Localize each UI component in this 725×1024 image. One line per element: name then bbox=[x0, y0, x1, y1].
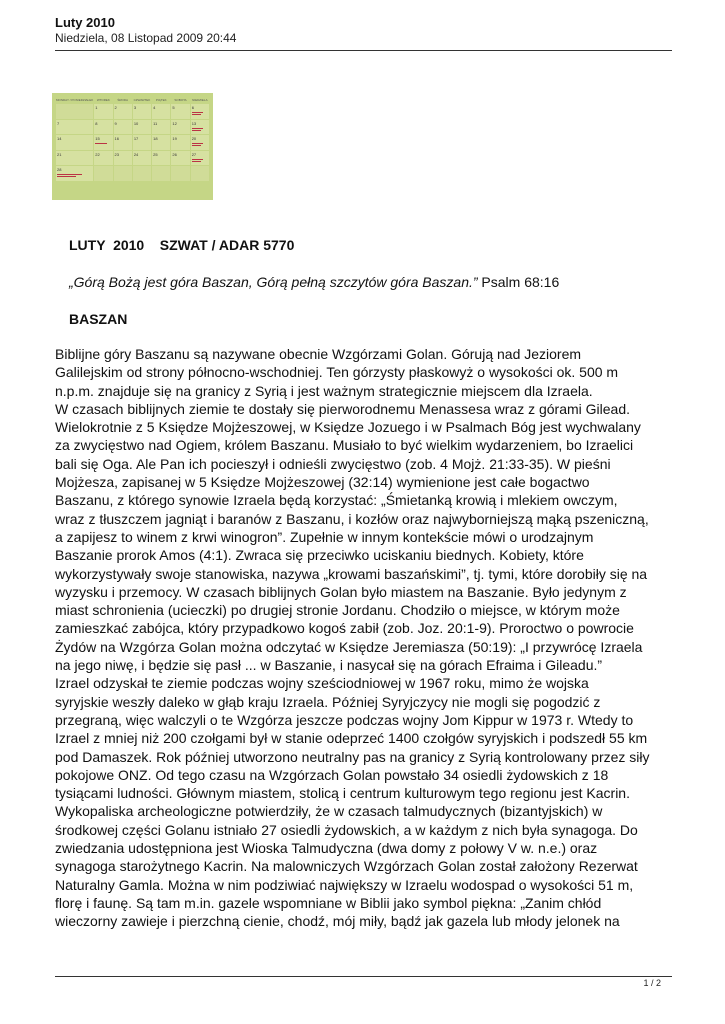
document-title: Luty 2010 bbox=[55, 15, 115, 30]
calendar-day-number: 24 bbox=[133, 151, 139, 157]
calendar-day-cell bbox=[56, 151, 93, 166]
body-line: Naturalny Gamla. Można w nim podziwiać największy w Izraelu wodospad o wysokości 51 m, bbox=[55, 876, 634, 893]
body-line: a zapijesz to winem z krwi winogron”. Zupełnie w innym kontekście mówi o urodzajnym bbox=[55, 528, 594, 545]
body-line: wraz z tłuszczem jagniąt i baranów z Baszanu, i kozłów oraz najwyborniejszą mąką pszeniczną, bbox=[55, 510, 649, 527]
calendar-day-number: 27 bbox=[191, 151, 197, 157]
quote-line bbox=[69, 274, 559, 290]
calendar-day-cell bbox=[133, 166, 151, 181]
body-line: Galilejskim od strony północno-wschodniej. Ten górzysty płaskowyż o wysokości ok. 500 m bbox=[55, 364, 619, 381]
calendar-day-cell bbox=[152, 120, 170, 135]
body-line: Baszanu, z którego synowie Izraela będą korzystać: „Śmietanką krowią i mlekiem owczym, bbox=[55, 492, 618, 509]
calendar-note-mark bbox=[192, 128, 203, 129]
body-line: synagoga starożytnego Kacrin. Na malowniczych Wzgórzach Golan został założony Rezerwat bbox=[55, 858, 638, 875]
calendar-day-number: 9 bbox=[114, 120, 117, 126]
calendar-day-cell bbox=[133, 120, 151, 135]
calendar-note-mark bbox=[192, 161, 201, 162]
calendar-day-number: 23 bbox=[114, 151, 119, 157]
calendar-day-number: 4 bbox=[153, 105, 156, 110]
calendar-weekday-label: PIĄTEK bbox=[155, 98, 167, 102]
calendar-note-mark bbox=[95, 143, 106, 144]
calendar-day-cell bbox=[133, 135, 151, 150]
document-meta: Niedziela, 08 Listopad 2009 20:44 bbox=[55, 31, 237, 45]
bottom-divider bbox=[55, 976, 672, 977]
calendar-day-number: 2 bbox=[114, 105, 117, 110]
calendar-day-number: 8 bbox=[95, 120, 98, 126]
calendar-grid bbox=[56, 97, 209, 196]
calendar-day-cell bbox=[171, 104, 189, 119]
calendar-day-number: 1 bbox=[95, 105, 98, 110]
body-line: Baszanie prorok Amos (4:1). Zwraca się przeciwko uciskaniu biednych. Kobiety, które bbox=[55, 547, 584, 564]
calendar-day-number: 6 bbox=[191, 105, 194, 110]
body-line: Wykopaliska archeologiczne potwierdziły, że w czasach talmudycznych (bizantyjskich) w bbox=[55, 803, 603, 820]
calendar-day-number: 25 bbox=[153, 151, 158, 157]
calendar-day-cell bbox=[114, 120, 132, 135]
calendar-day-number: 10 bbox=[133, 120, 139, 126]
calendar-day-cell bbox=[152, 166, 170, 181]
body-line: Mojżesza, zapisanej w 5 Księdze Mojżeszowej (32:14) wymienione jest całe bogactwo bbox=[55, 474, 590, 491]
quote-reference: Psalm 68:16 bbox=[481, 274, 560, 290]
body-line: n.p.m. znajduje się na granicy z Syrią i jest ważnym strategicznie miejscem dla Izraela. bbox=[55, 382, 593, 399]
page-number: 1 / 2 bbox=[643, 978, 661, 988]
body-line: Żydów na Wzgórza Golan można odczytać w Księdze Jeremiasza (50:19): „I przywrócę Izraela bbox=[55, 638, 643, 655]
article-heading: LUTY 2010 SZWAT / ADAR 5770 bbox=[69, 237, 295, 253]
calendar-day-cell bbox=[191, 151, 209, 166]
body-line: wykorzystywały swoje stanowiska, nazywa „krowami baszańskimi”, tj. tymi, które dorobiły się na bbox=[55, 565, 648, 582]
calendar-day-cell bbox=[152, 151, 170, 166]
calendar-day-cell bbox=[133, 104, 151, 119]
calendar-day-number: 7 bbox=[57, 120, 60, 126]
calendar-day-number: 26 bbox=[172, 151, 177, 157]
calendar-day-cell bbox=[56, 120, 93, 135]
calendar-day-number: 16 bbox=[114, 136, 119, 141]
calendar-note-mark bbox=[192, 143, 203, 144]
calendar-note-mark bbox=[57, 176, 76, 177]
calendar-weekday-label: NIEDZIELA bbox=[192, 98, 208, 102]
body-line: Biblijne góry Baszanu są nazywane obecnie Wzgórzami Golan. Górują nad Jeziorem bbox=[55, 346, 582, 362]
calendar-day-cell bbox=[171, 135, 189, 150]
calendar-day-number: 12 bbox=[172, 120, 177, 126]
calendar-day-cell bbox=[56, 104, 93, 119]
calendar-weekday-label: ŚRODA bbox=[117, 98, 128, 102]
calendar-day-number: 28 bbox=[57, 167, 62, 172]
calendar-note-mark bbox=[192, 130, 201, 131]
calendar-day-cell bbox=[94, 166, 112, 181]
calendar-day-number: 17 bbox=[133, 136, 139, 141]
body-line: Izrael odzyskał te ziemie podczas wojny sześciodniowej w 1967 roku, mimo że wojska bbox=[55, 675, 589, 692]
calendar-note-mark bbox=[192, 112, 203, 113]
calendar-day-cell bbox=[94, 135, 112, 150]
calendar-day-cell bbox=[114, 166, 132, 181]
calendar-note-mark bbox=[57, 174, 82, 175]
calendar-day-cell bbox=[94, 104, 112, 119]
calendar-day-cell bbox=[56, 166, 93, 181]
body-line: florę i faunę. Są tam m.in. gazele wspomniane w Biblii jako symbol piękna: „Zanim chłód bbox=[55, 894, 602, 911]
calendar-day-cell bbox=[191, 120, 209, 135]
body-line: zwiedzania udostępniona jest Wioska Talmudyczna (dwa domy z połowy V w. n.e.) oraz bbox=[55, 840, 598, 857]
body-line: W czasach biblijnych ziemie te dostały się pierworodnemu Menassesa wraz z górami Gilead. bbox=[55, 400, 631, 417]
calendar-day-number: 21 bbox=[57, 151, 62, 157]
calendar-day-cell bbox=[171, 120, 189, 135]
calendar-day-cell bbox=[133, 151, 151, 166]
body-line: bali się Oga. Ale Pan ich pocieszył i odnieśli zwycięstwo (zob. 4 Mojż. 21:33-35). W pieśni bbox=[55, 455, 611, 472]
article-body bbox=[55, 345, 675, 931]
calendar-day-cell bbox=[171, 151, 189, 166]
calendar-day-cell bbox=[94, 151, 112, 166]
calendar-image bbox=[52, 93, 213, 200]
calendar-day-cell bbox=[114, 151, 132, 166]
calendar-day-cell bbox=[94, 120, 112, 135]
body-line: środkowej części Golanu istniało 27 osiedli żydowskich, a w każdym z nich była synagoga. Do bbox=[55, 821, 638, 838]
top-divider bbox=[55, 50, 672, 51]
body-line: zamieszkać zabójca, który przypadkowo kogoś zabił (zob. Joz. 20:1-9). Proroctwo o powrocie bbox=[55, 620, 634, 637]
calendar-day-cell bbox=[152, 104, 170, 119]
calendar-day-number: 13 bbox=[191, 120, 197, 126]
calendar-day-number: 14 bbox=[57, 136, 62, 141]
calendar-day-cell bbox=[152, 135, 170, 150]
body-line: miast schronienia (ucieczki) po drugiej stronie Jordanu. Chodziło o miejsce, w którym może bbox=[55, 602, 620, 619]
calendar-day-number: 5 bbox=[172, 105, 175, 110]
body-line: pokojowe ONZ. Od tego czasu na Wzgórzach Golan powstało 34 osiedli żydowskich z 18 bbox=[55, 766, 609, 783]
calendar-day-cell bbox=[114, 104, 132, 119]
calendar-weekday-label: MONDAY / PONIEDZIAŁEK bbox=[56, 98, 94, 102]
calendar-weekday-label: SOBOTA bbox=[174, 98, 187, 102]
body-line: wieczorny zawieje i pierzchną cienie, chodź, mój miły, bądź jak gazela lub młody jelonek na bbox=[55, 913, 620, 930]
calendar-note-mark bbox=[192, 114, 201, 115]
quote-text: „Górą Bożą jest góra Baszan, Górą pełną szczytów góra Baszan.” bbox=[69, 274, 478, 290]
calendar-weekday-label: CZWARTEK bbox=[133, 98, 151, 102]
body-line: Izrael z mniej niż 200 czołgami był w stanie odeprzeć 1400 czołgów syryjskich i podszedł 55 km bbox=[55, 730, 648, 747]
calendar-day-cell bbox=[191, 166, 209, 181]
body-line: wyzysku i przemocy. W czasach biblijnych Golan było miastem na Baszanie. Było jedynym z bbox=[55, 583, 627, 600]
body-line: na jego niwę, i będzie się pasł ... w Baszanie, i nasycał się na górach Efraima i Gileadu.” bbox=[55, 657, 603, 674]
calendar-day-number: 22 bbox=[95, 151, 100, 157]
calendar-day-cell bbox=[171, 166, 189, 181]
calendar-day-number: 3 bbox=[133, 105, 137, 110]
calendar-day-cell bbox=[56, 135, 93, 150]
calendar-day-number: 11 bbox=[153, 120, 158, 126]
calendar-weekday-label: WTOREK bbox=[96, 98, 110, 102]
body-line: za zwycięstwo nad Ogiem, królem Baszanu. Musiało to być wielkim wydarzeniem, bo Izraelici bbox=[55, 437, 634, 454]
body-line: syryjskie weszły daleko w głąb kraju Izraela. Później Syryjczycy nie mogli się pogodzić z bbox=[55, 693, 601, 710]
calendar-day-cell bbox=[114, 135, 132, 150]
body-line: Wielokrotnie z 5 Księdze Mojżeszowej, w Księdze Jozuego i w Psalmach Bóg jest wychwalany bbox=[55, 419, 641, 436]
calendar-day-number: 18 bbox=[153, 136, 158, 141]
body-line: przegraną, więc walczyli o te Wzgórza jeszcze podczas wojny Jom Kippur w 1973 r. Wtedy to bbox=[55, 711, 634, 728]
calendar-day-cell bbox=[191, 135, 209, 150]
body-line: pod Damaszek. Rok później utworzono neutralny pas na granicy z Syrią kontrolowany przez siły bbox=[55, 748, 650, 765]
calendar-day-number: 19 bbox=[172, 136, 177, 141]
body-line: tysiącami ludności. Głównym miastem, stolicą i centrum kulturowym tego regionu jest Kacrin. bbox=[55, 785, 630, 802]
calendar-note-mark bbox=[192, 145, 201, 146]
calendar-day-number: 15 bbox=[95, 136, 100, 141]
calendar-day-number: 20 bbox=[191, 136, 197, 141]
section-heading: BASZAN bbox=[69, 311, 128, 327]
calendar-note-mark bbox=[192, 159, 203, 160]
calendar-day-cell bbox=[191, 104, 209, 119]
